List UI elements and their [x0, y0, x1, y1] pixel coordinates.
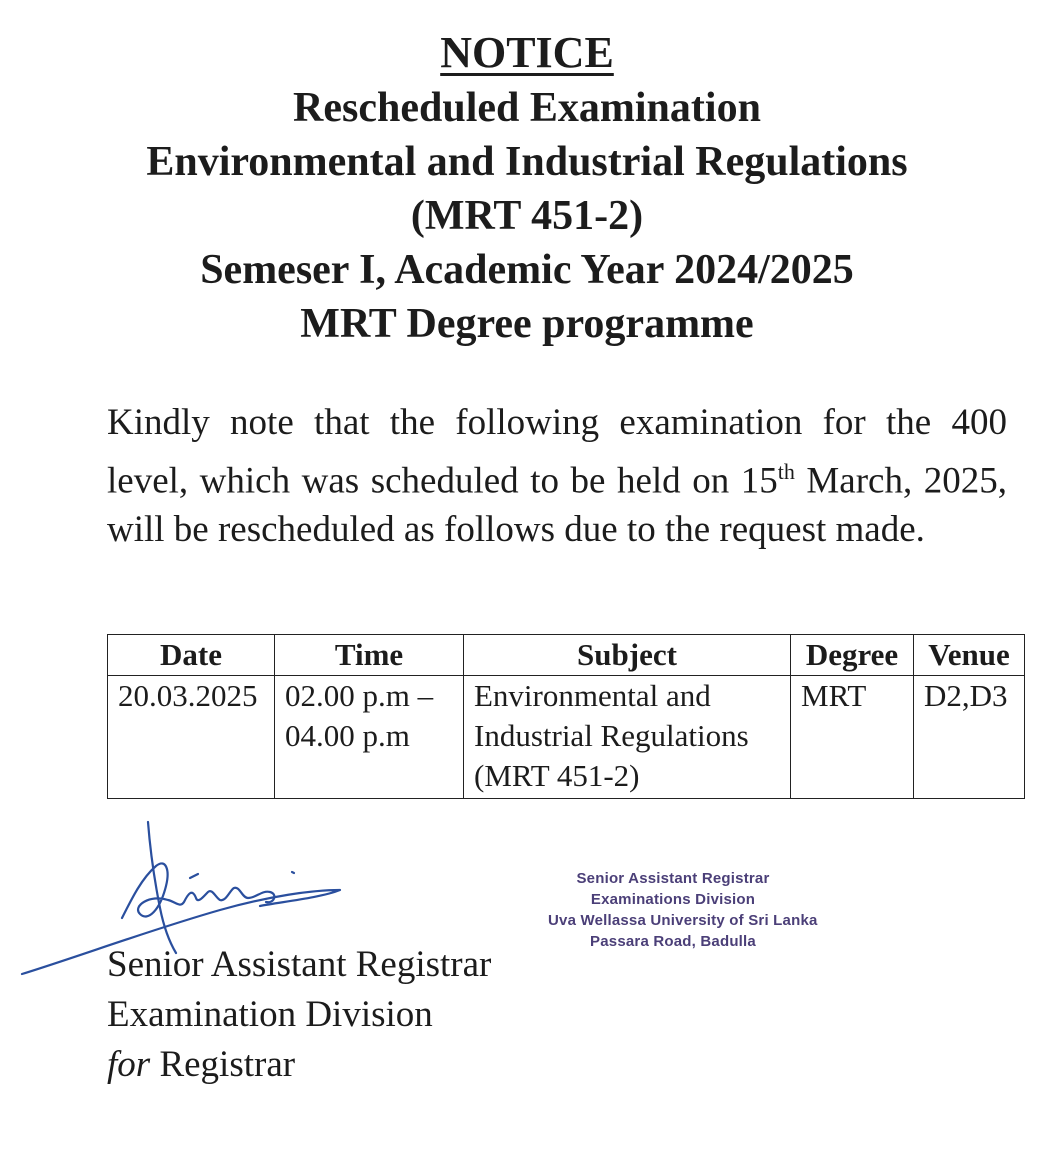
stamp-line1: Senior Assistant Registrar	[576, 870, 770, 887]
cell-subject-line2: Industrial Regulations	[474, 718, 749, 753]
stamp-line4: Passara Road, Badulla	[590, 933, 756, 950]
intro-superscript: th	[777, 459, 795, 484]
intro-part1: Kindly note that the following examination for the 400 level, which was scheduled to be held on 15	[107, 402, 1007, 502]
exam-schedule-table	[107, 634, 1025, 799]
cell-time-start: 02.00 p.m –	[285, 678, 434, 713]
cell-subject-line1: Environmental and	[474, 678, 711, 713]
registrar-word: Registrar	[150, 1044, 296, 1085]
header-date: Date	[108, 635, 275, 676]
cell-time-end: 04.00 p.m	[285, 718, 410, 753]
signatory-for-registrar	[107, 1040, 491, 1090]
heading-line-rescheduled: Rescheduled Examination	[293, 85, 761, 131]
signatory-block	[107, 940, 491, 1090]
intro-paragraph	[107, 398, 1007, 554]
header-subject: Subject	[464, 635, 791, 676]
signatory-title: Senior Assistant Registrar	[107, 944, 492, 985]
cell-time	[275, 676, 464, 799]
heading-line-course-title: Environmental and Industrial Regulations	[146, 139, 908, 185]
header-time: Time	[275, 635, 464, 676]
stamp-line2: Examinations Division	[590, 891, 756, 908]
heading-line-semester: Semeser I, Academic Year 2024/2025	[200, 247, 854, 293]
intro-part2: March, 2025, will be rescheduled as follows due to the request made.	[107, 460, 1007, 551]
cell-subject	[464, 676, 791, 799]
stamp-line3: Uva Wellassa University of Sri Lanka	[548, 912, 818, 929]
signatory-division: Examination Division	[107, 994, 433, 1035]
heading-line-course-code: (MRT 451-2)	[410, 193, 644, 239]
for-word: for	[107, 1044, 151, 1085]
heading-line-programme: MRT Degree programme	[300, 301, 754, 347]
cell-subject-line3: (MRT 451-2)	[474, 758, 640, 793]
cell-date: 20.03.2025	[108, 676, 275, 799]
cell-venue: D2,D3	[914, 676, 1025, 799]
table-row	[108, 676, 1025, 799]
header-venue: Venue	[914, 635, 1025, 676]
header-degree: Degree	[791, 635, 914, 676]
official-stamp	[548, 868, 818, 952]
notice-heading	[0, 26, 1054, 351]
cell-degree: MRT	[791, 676, 914, 799]
table-header-row	[108, 635, 1025, 676]
notice-title: NOTICE	[440, 28, 614, 77]
